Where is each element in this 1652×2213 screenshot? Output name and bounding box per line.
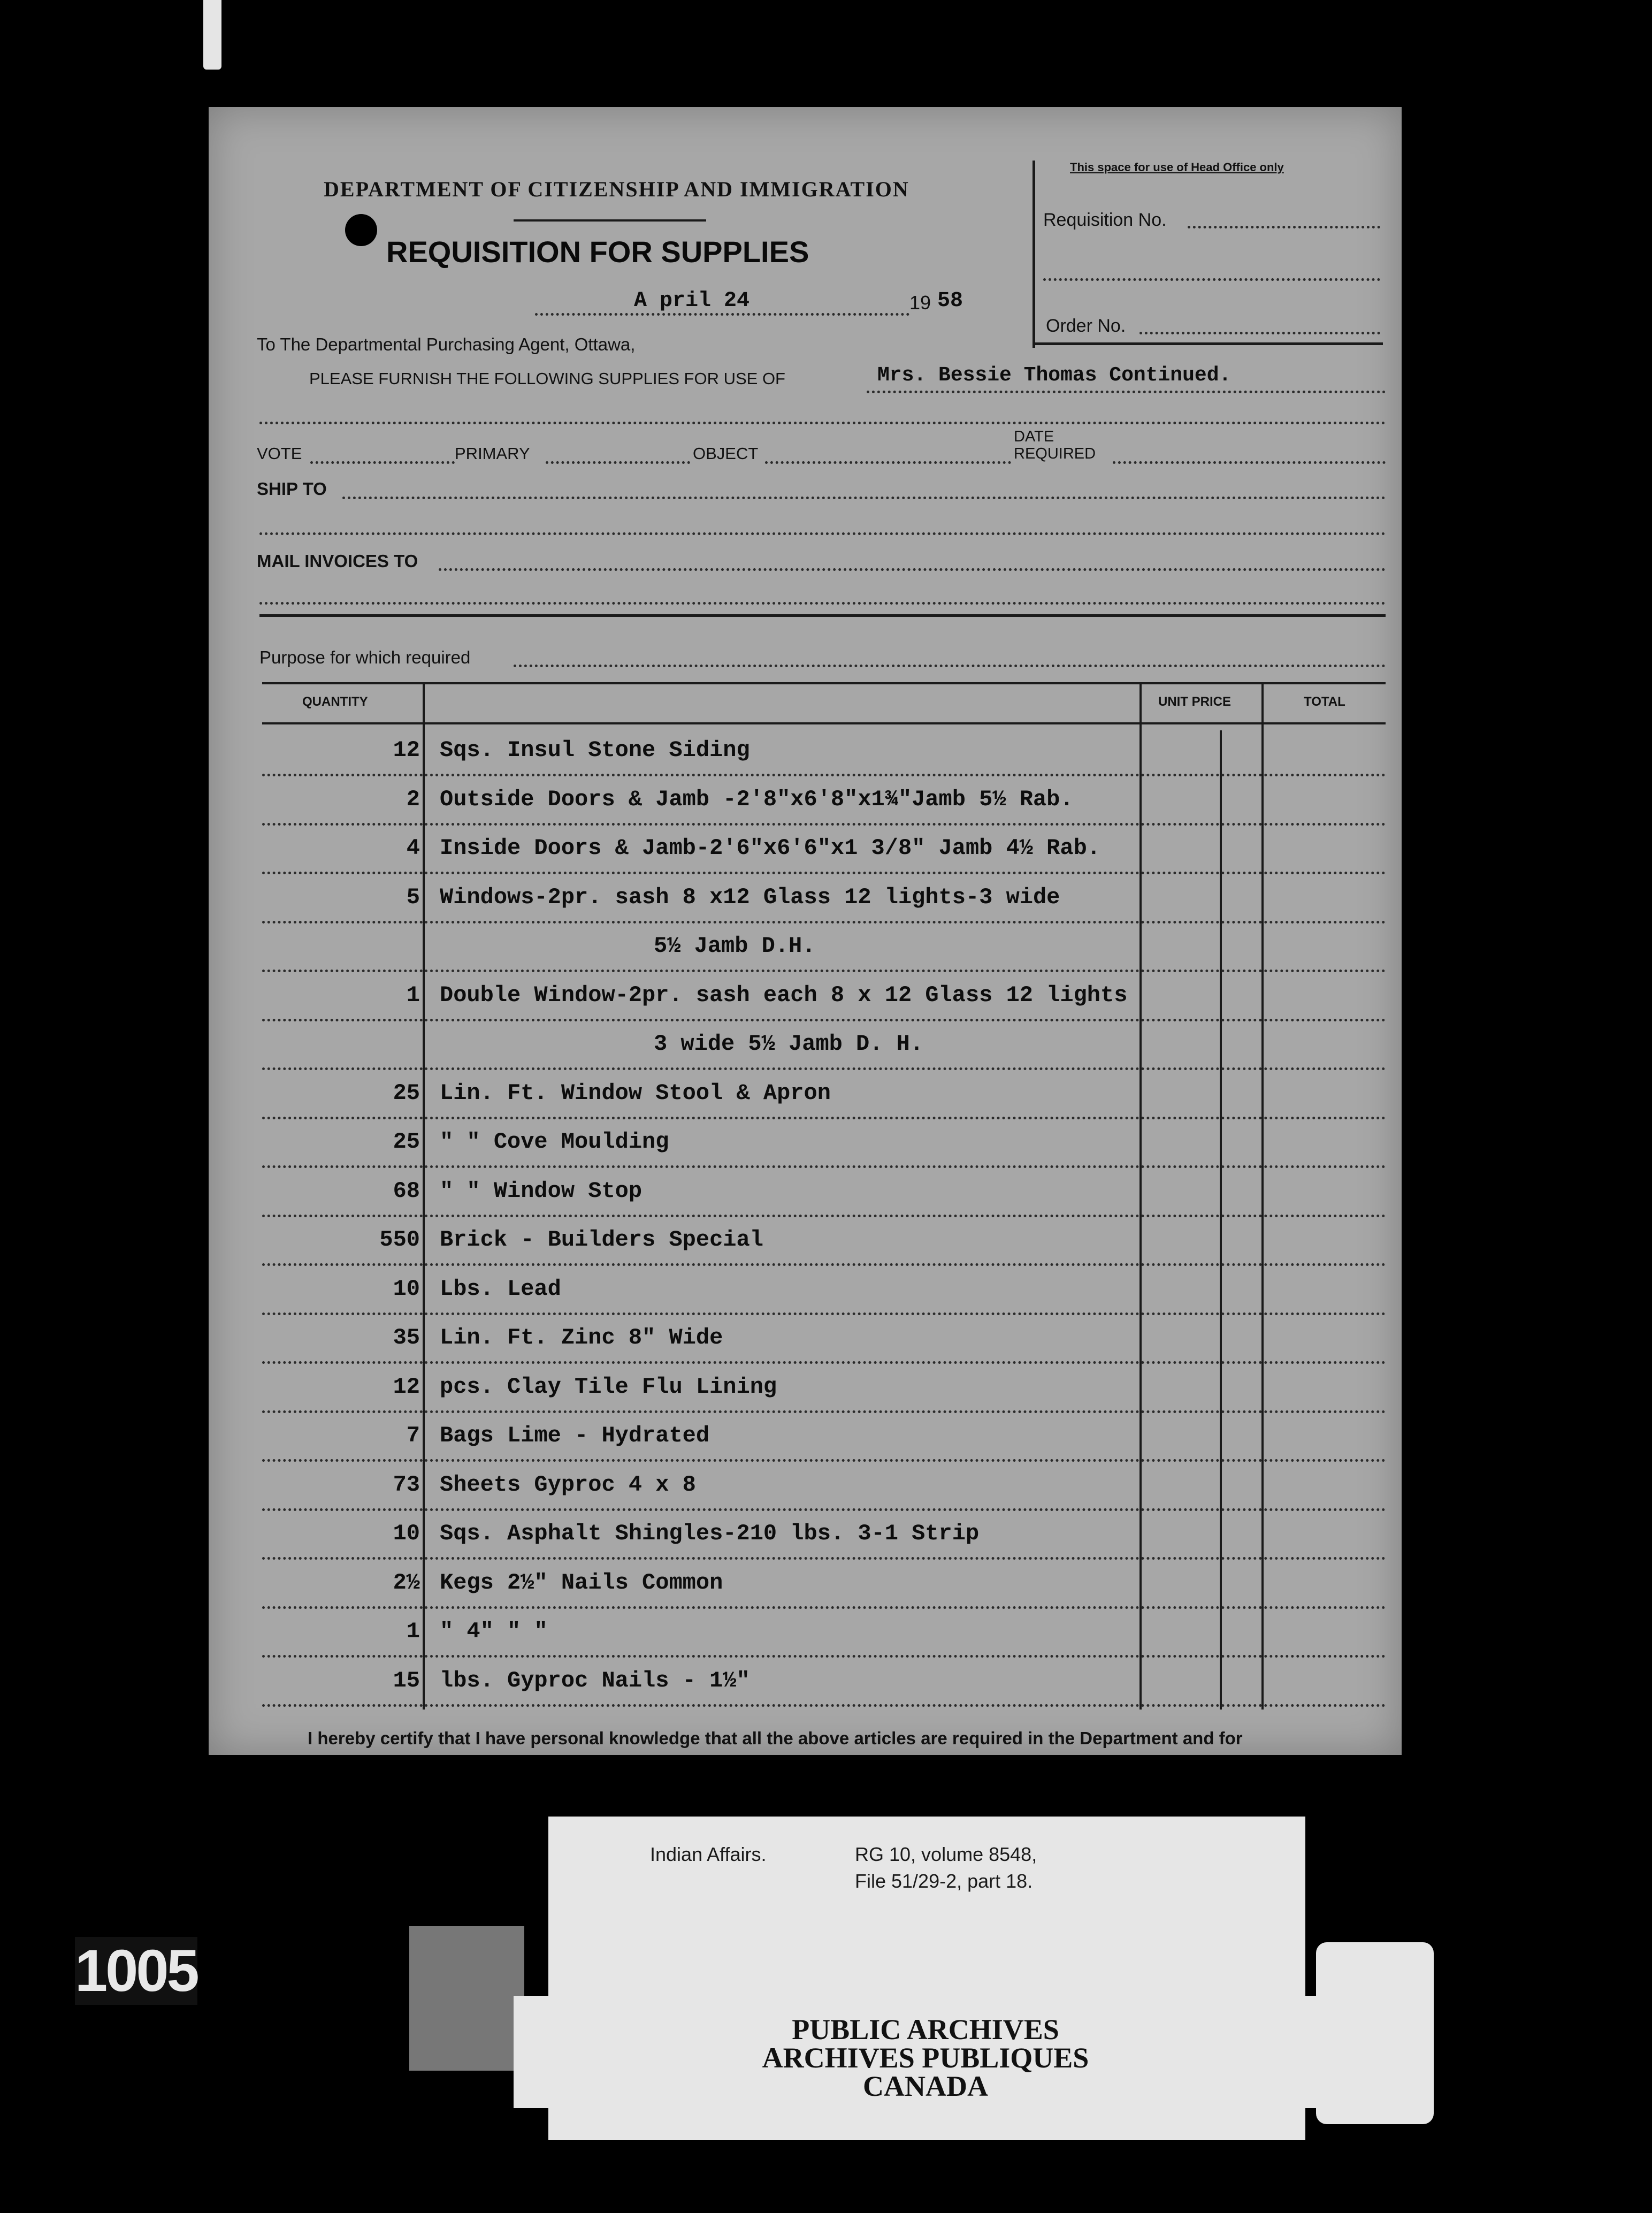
object-label: OBJECT xyxy=(693,444,759,463)
row-rule xyxy=(425,1557,1386,1560)
row-description: Lin. Ft. Window Stool & Apron xyxy=(440,1080,831,1106)
head-office-note: This space for use of Head Office only xyxy=(1070,161,1284,174)
quantity-rule xyxy=(262,1312,423,1315)
quantity-rule xyxy=(262,1508,423,1511)
furnish-label: PLEASE FURNISH THE FOLLOWING SUPPLIES FOR USE OF xyxy=(309,369,785,388)
date-field-line xyxy=(535,313,909,316)
table-top-border xyxy=(262,682,1386,684)
to-line: To The Departmental Purchasing Agent, Ottawa, xyxy=(257,334,636,354)
row-rule xyxy=(425,1215,1386,1217)
row-description: Sheets Gyproc 4 x 8 xyxy=(440,1472,696,1498)
object-field xyxy=(765,461,1011,464)
row-quantity: 35 xyxy=(393,1325,420,1350)
row-rule xyxy=(425,970,1386,972)
archive-card-bottom xyxy=(548,2108,1305,2140)
row-rule xyxy=(425,1263,1386,1266)
total-column-divider xyxy=(1261,682,1264,1710)
row-quantity: 12 xyxy=(393,737,420,763)
quantity-header: QUANTITY xyxy=(302,695,368,709)
vote-label: VOTE xyxy=(257,444,302,463)
furnish-field-line-2 xyxy=(259,422,1386,424)
head-office-box-border xyxy=(1032,161,1035,348)
row-description: lbs. Gyproc Nails - 1½" xyxy=(440,1668,750,1693)
ship-to-field-2 xyxy=(259,532,1386,535)
row-description: Sqs. Asphalt Shingles-210 lbs. 3-1 Strip xyxy=(440,1521,980,1546)
row-description: Lbs. Lead xyxy=(440,1276,561,1302)
quantity-rule xyxy=(262,921,423,924)
quantity-rule xyxy=(262,1067,423,1070)
unit-price-column-divider xyxy=(1139,682,1142,1710)
row-description: Bags Lime - Hydrated xyxy=(440,1423,710,1448)
row-quantity: 25 xyxy=(393,1129,420,1155)
archives-stamp-line-1: PUBLIC ARCHIVES xyxy=(792,2013,1059,2046)
section-divider xyxy=(259,614,1386,617)
row-rule xyxy=(425,1410,1386,1413)
archive-reference-2: File 51/29-2, part 18. xyxy=(855,1870,1033,1892)
furnish-field-line xyxy=(867,391,1386,393)
date-required-field xyxy=(1113,461,1386,464)
row-rule xyxy=(425,1117,1386,1119)
quantity-rule xyxy=(262,1557,423,1560)
row-quantity: 10 xyxy=(393,1276,420,1302)
row-description: Outside Doors & Jamb -2'8"x6'8"x1¾"Jamb 5½ Rab. xyxy=(440,787,1074,812)
requisition-no-field-2 xyxy=(1043,278,1380,281)
row-rule xyxy=(425,872,1386,874)
primary-label: PRIMARY xyxy=(455,444,530,463)
row-quantity: 1 xyxy=(406,982,420,1008)
quantity-rule xyxy=(262,872,423,874)
row-description: Double Window-2pr. sash each 8 x 12 Glass 12 lights xyxy=(440,982,1128,1008)
row-quantity: 12 xyxy=(393,1374,420,1400)
archives-stamp-line-3: CANADA xyxy=(863,2070,988,2102)
ship-to-label: SHIP TO xyxy=(257,479,327,499)
archives-stamp-line-2: ARCHIVES PUBLIQUES xyxy=(762,2042,1089,2074)
quantity-rule xyxy=(262,1410,423,1413)
quantity-rule xyxy=(262,823,423,826)
row-description: " 4" " " xyxy=(440,1619,548,1644)
row-description: Windows-2pr. sash 8 x12 Glass 12 lights-3 wide xyxy=(440,884,1060,910)
order-no-label: Order No. xyxy=(1046,316,1126,336)
row-rule xyxy=(425,1655,1386,1658)
table-header-border xyxy=(262,722,1386,724)
department-title: DEPARTMENT OF CITIZENSHIP AND IMMIGRATION xyxy=(324,177,909,201)
date-value: A pril 24 xyxy=(634,289,750,313)
vote-field xyxy=(310,461,455,464)
order-no-field xyxy=(1139,332,1380,334)
year-value: 58 xyxy=(937,289,963,313)
row-quantity: 25 xyxy=(393,1080,420,1106)
row-rule xyxy=(425,1459,1386,1462)
title-underline xyxy=(514,219,706,222)
quantity-rule xyxy=(262,1165,423,1168)
requisition-no-field xyxy=(1188,226,1380,228)
row-quantity: 10 xyxy=(393,1521,420,1546)
row-rule xyxy=(425,1606,1386,1609)
quantity-rule xyxy=(262,774,423,776)
row-quantity: 1 xyxy=(406,1619,420,1644)
requisition-no-label: Requisition No. xyxy=(1043,210,1167,230)
unit-price-cents-divider xyxy=(1220,730,1222,1710)
row-description: Inside Doors & Jamb-2'6"x6'6"x1 3/8" Jamb 4½ Rab. xyxy=(440,835,1101,861)
furnish-value: Mrs. Bessie Thomas Continued. xyxy=(877,364,1232,387)
purpose-label: Purpose for which required xyxy=(259,647,471,667)
ship-to-field xyxy=(342,497,1386,499)
row-description: Kegs 2½" Nails Common xyxy=(440,1570,723,1596)
row-description: " " Window Stop xyxy=(440,1178,643,1204)
certify-text: I hereby certify that I have personal knowledge that all the above articles are required in the Department and for xyxy=(308,1728,1243,1748)
row-description: Lin. Ft. Zinc 8" Wide xyxy=(440,1325,723,1350)
row-rule xyxy=(425,1165,1386,1168)
archive-agency: Indian Affairs. xyxy=(650,1843,767,1865)
row-quantity: 5 xyxy=(406,884,420,910)
row-rule xyxy=(425,774,1386,776)
quantity-rule xyxy=(262,1263,423,1266)
row-rule xyxy=(425,921,1386,924)
total-header: TOTAL xyxy=(1304,695,1345,709)
row-rule xyxy=(425,1508,1386,1511)
row-quantity: 550 xyxy=(379,1227,420,1253)
row-quantity: 7 xyxy=(406,1423,420,1448)
archive-reference-1: RG 10, volume 8548, xyxy=(855,1843,1037,1865)
row-rule xyxy=(425,1067,1386,1070)
row-rule xyxy=(425,1361,1386,1364)
mail-invoices-field xyxy=(439,568,1386,571)
row-quantity: 2 xyxy=(406,787,420,812)
quantity-rule xyxy=(262,1019,423,1021)
row-description: " " Cove Moulding xyxy=(440,1129,669,1155)
row-description: pcs. Clay Tile Flu Lining xyxy=(440,1374,777,1400)
frame-number: 1005 xyxy=(75,1938,197,2004)
date-required-label-1: DATE xyxy=(1014,428,1054,445)
quantity-column-divider xyxy=(423,682,425,1710)
quantity-rule xyxy=(262,1117,423,1119)
date-required-label-2: REQUIRED xyxy=(1014,445,1096,462)
purpose-field xyxy=(514,665,1386,667)
primary-field xyxy=(546,461,690,464)
quantity-rule xyxy=(262,1704,423,1707)
quantity-rule xyxy=(262,1215,423,1217)
row-rule xyxy=(425,823,1386,826)
quantity-rule xyxy=(262,1361,423,1364)
form-title: REQUISITION FOR SUPPLIES xyxy=(386,235,809,269)
quantity-rule xyxy=(262,1606,423,1609)
row-rule xyxy=(425,1019,1386,1021)
mail-invoices-field-2 xyxy=(259,602,1386,605)
head-office-box-bottom xyxy=(1035,342,1383,345)
paper-clip-tab xyxy=(203,0,221,70)
row-quantity: 4 xyxy=(406,835,420,861)
quantity-rule xyxy=(262,1459,423,1462)
row-quantity: 73 xyxy=(393,1472,420,1498)
row-quantity: 68 xyxy=(393,1178,420,1204)
row-quantity: 2½ xyxy=(393,1570,420,1596)
row-description: 3 wide 5½ Jamb D. H. xyxy=(654,1031,924,1057)
row-rule xyxy=(425,1312,1386,1315)
mail-invoices-label: MAIL INVOICES TO xyxy=(257,551,418,571)
quantity-rule xyxy=(262,1655,423,1658)
row-description: Sqs. Insul Stone Siding xyxy=(440,737,750,763)
row-description: 5½ Jamb D.H. xyxy=(654,933,816,959)
row-rule xyxy=(425,1704,1386,1707)
quantity-rule xyxy=(262,970,423,972)
unit-price-header: UNIT PRICE xyxy=(1158,695,1232,709)
year-prefix: 19 xyxy=(909,292,931,314)
row-quantity: 15 xyxy=(393,1668,420,1693)
row-description: Brick - Builders Special xyxy=(440,1227,763,1253)
punch-hole xyxy=(345,214,377,246)
